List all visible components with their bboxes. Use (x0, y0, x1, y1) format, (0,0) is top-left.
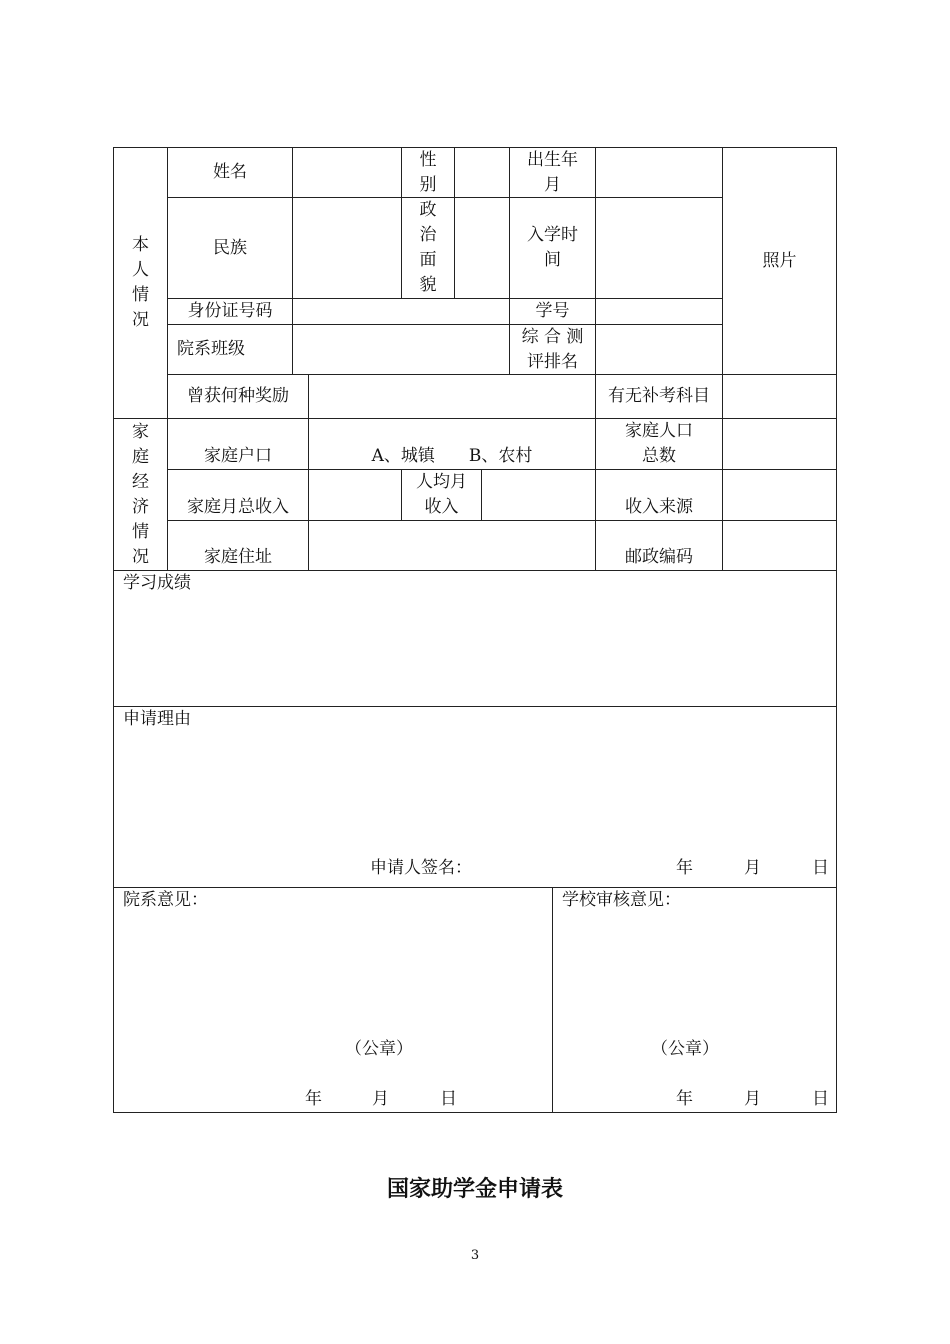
postcode-field[interactable] (722, 520, 837, 571)
dept-opinion-label: 院系意见： (123, 890, 208, 910)
reason-label: 申请理由 (123, 709, 191, 729)
reason-month: 月 (744, 858, 761, 878)
dept-opinion-box[interactable] (113, 887, 553, 1113)
school-month: 月 (744, 1089, 761, 1109)
dept-label: 院系班级 (167, 324, 293, 375)
name-field[interactable] (292, 147, 402, 198)
student-no-label: 学号 (509, 298, 596, 325)
section-personal-label: 本人情况 (132, 235, 149, 330)
reason-year: 年 (676, 858, 693, 878)
photo-cell: 照片 (722, 147, 837, 375)
dept-field[interactable] (292, 324, 510, 375)
enroll-label-cell (509, 197, 596, 299)
section-personal-cell (113, 147, 168, 419)
monthly-income-field[interactable] (308, 469, 402, 521)
income-source-label: 收入来源 (595, 469, 723, 521)
reason-day: 日 (812, 858, 829, 878)
per-capita-label: 人均月收入 (415, 472, 467, 517)
school-opinion-box[interactable] (552, 887, 837, 1113)
school-year: 年 (676, 1089, 693, 1109)
birth-label-cell (509, 147, 596, 198)
birth-field[interactable] (595, 147, 723, 198)
gender-label-cell (401, 147, 455, 198)
ethnicity-label: 民族 (167, 197, 293, 299)
postcode-label: 邮政编码 (595, 520, 723, 571)
page-number: 3 (470, 1248, 480, 1263)
birth-label: 出生年月 (526, 149, 578, 195)
family-size-field[interactable] (722, 418, 837, 470)
section-family-cell (113, 418, 168, 571)
school-seal: （公章） (651, 1039, 719, 1059)
name-label: 姓名 (167, 147, 293, 198)
school-opinion-label: 学校审核意见： (562, 890, 681, 910)
household-options[interactable]: A、城镇 B、农村 (308, 418, 596, 470)
per-capita-field[interactable] (481, 469, 596, 521)
address-field[interactable] (308, 520, 596, 571)
school-day: 日 (812, 1089, 829, 1109)
rank-label: 综 合 测评排名 (521, 326, 584, 372)
makeup-field[interactable] (722, 374, 837, 419)
student-no-field[interactable] (595, 298, 723, 325)
form-title: 国家助学金申请表 (386, 1177, 563, 1202)
enroll-field[interactable] (595, 197, 723, 299)
id-field[interactable] (292, 298, 510, 325)
political-label: 政治面貌 (419, 200, 437, 295)
reason-box[interactable] (113, 706, 837, 888)
awards-label: 曾获何种奖励 (167, 374, 309, 419)
makeup-label: 有无补考科目 (595, 374, 723, 419)
rank-label-cell (509, 324, 596, 375)
dept-day: 日 (440, 1089, 457, 1109)
dept-month: 月 (372, 1089, 389, 1109)
gender-label: 性别 (419, 149, 437, 195)
income-source-field[interactable] (722, 469, 837, 521)
enroll-label: 入学时间 (526, 225, 578, 270)
signature-label: 申请人签名： (370, 858, 472, 878)
dept-year: 年 (305, 1089, 322, 1109)
family-size-label-cell (595, 418, 723, 470)
ethnicity-field[interactable] (292, 197, 402, 299)
grades-label: 学习成绩 (123, 573, 191, 593)
political-label-cell (401, 197, 455, 299)
household-label: 家庭户口 (167, 418, 309, 470)
awards-field[interactable] (308, 374, 596, 419)
section-family-label: 家庭经济情况 (132, 421, 149, 567)
gender-field[interactable] (454, 147, 510, 198)
id-label: 身份证号码 (167, 298, 293, 325)
grades-box[interactable] (113, 570, 837, 707)
rank-field[interactable] (595, 324, 723, 375)
monthly-income-label: 家庭月总收入 (167, 469, 309, 521)
per-capita-label-cell (401, 469, 482, 521)
political-field[interactable] (454, 197, 510, 299)
dept-seal: （公章） (345, 1039, 413, 1059)
family-size-label: 家庭人口总数 (624, 421, 693, 466)
address-label: 家庭住址 (167, 520, 309, 571)
